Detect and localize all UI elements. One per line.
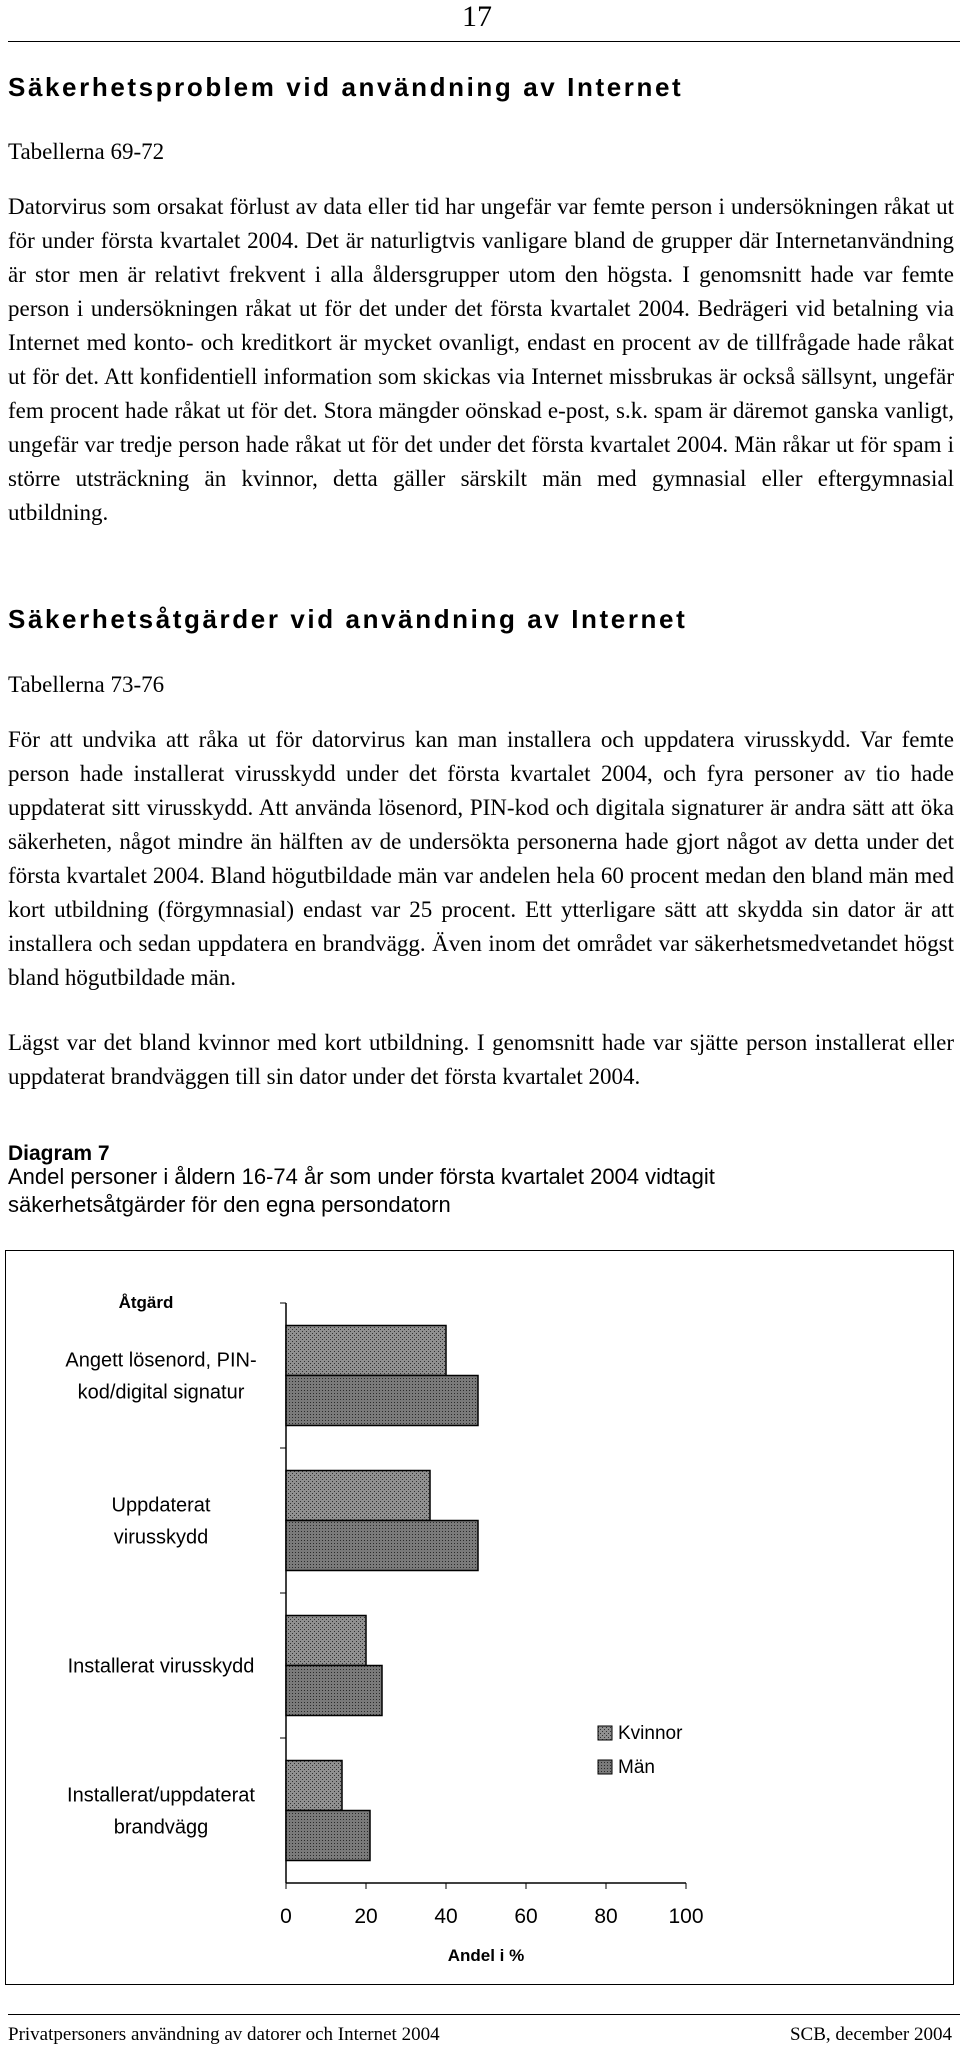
x-tick-label: 100 [668, 1905, 704, 1928]
diagram-subtitle: Andel personer i åldern 16-74 år som under första kvartalet 2004 vidtagit säkerhetsåtgärder för den egna persondatorn [8, 1164, 715, 1217]
category-label: kod/digital signatur [77, 1381, 245, 1404]
legend-label: Män [618, 1757, 655, 1778]
x-tick-label: 20 [354, 1905, 378, 1928]
category-label: virusskydd [113, 1526, 209, 1549]
page-number: 17 [462, 0, 492, 33]
category-label: Installerat/uppdaterat [67, 1784, 255, 1807]
bar-män [286, 1521, 478, 1571]
legend-swatch [598, 1760, 612, 1774]
x-tick-label: 60 [514, 1905, 538, 1928]
paragraph-lowest-firewall: Lägst var det bland kvinnor med kort utbildning. I genomsnitt hade var sjätte person installerat eller uppdaterat brandväggen till sin dator under det första kvartalet 2004. [8, 1030, 954, 1089]
bar-kvinnor [286, 1761, 342, 1811]
chart-frame [5, 1250, 954, 1985]
paragraph-security-problems: Datorvirus som orsakat förlust av data eller tid har ungefär var femte person i undersökningen råkat ut för under första kvartalet 2004. Det är naturligtvis vanligare bland de grupper där Internetanvändning är stor men är relativt frekvent i alla åldersgrupper utom den högsta. I genomsnitt hade var femte person i undersökningen råkat ut för det under det första kvartalet 2004. Bedrägeri vid betalning via Internet med konto- och kreditkort är mycket ovanligt, endast en procent av de tillfrågade hade råkat ut för det. Att konfidentiell information som skickas via Internet missbrukas är också sällsynt, ungefär fem procent hade råkat ut för det. Stora mängder oönskad e-post, s.k. spam är däremot ganska vanligt, ungefär var tredje person hade råkat ut för det under det första kvartalet 2004. Män råkar ut för spam i större utsträckning än kvinnor, detta gäller särskilt män med gymnasial eller eftergymnasial utbildning. [8, 194, 954, 525]
x-tick-label: 40 [434, 1905, 458, 1928]
category-label: brandvägg [113, 1816, 209, 1839]
bar-män [286, 1666, 382, 1716]
bar-kvinnor [286, 1471, 430, 1521]
footer-publisher-date: SCB, december 2004 [789, 2024, 952, 2045]
category-label: Installerat virusskydd [67, 1655, 255, 1678]
category-label: Uppdaterat [111, 1494, 211, 1517]
section-heading-security-measures: Säkerhetsåtgärder vid användning av Internet [8, 604, 688, 634]
bar-män [286, 1811, 370, 1861]
bar-kvinnor [286, 1326, 446, 1376]
top-rule [8, 41, 960, 42]
section-heading-security-problems: Säkerhetsproblem vid användning av Internet [8, 72, 684, 102]
table-reference: Tabellerna 73-76 [8, 672, 165, 697]
legend-swatch [598, 1726, 612, 1740]
bar-män [286, 1376, 478, 1426]
diagram-label: Diagram 7 [8, 1142, 110, 1165]
paragraph-security-measures: För att undvika att råka ut för datorvirus kan man installera och uppdatera virusskydd. Var femte person hade installerat virusskydd under det första kvartalet 2004, och fyra personer av tio hade uppdaterat sitt virusskydd. Att använda lösenord, PIN-kod och digitala signaturer är andra sätt att öka säkerheten, något mindre än hälften av de undersökta personerna hade gjort något av detta under det första kvartalet 2004. Bland högutbildade män var andelen hela 60 procent medan den bland män med kort utbildning (förgymnasial) endast var 25 procent. Ett ytterligare sätt att skydda sin dator är att installera och sedan uppdatera en brandvägg. Även inom det området var säkerhetsmedvetandet högst bland högutbildade män. [8, 727, 954, 990]
bar-kvinnor [286, 1616, 366, 1666]
x-tick-label: 0 [280, 1905, 292, 1928]
footer-publication-title: Privatpersoners användning av datorer och Internet 2004 [8, 2024, 440, 2045]
category-label: Angett lösenord, PIN- [65, 1349, 257, 1372]
footer-rule [8, 2014, 960, 2015]
table-reference: Tabellerna 69-72 [8, 139, 165, 164]
bar-chart [6, 1251, 953, 1984]
x-tick-label: 80 [594, 1905, 618, 1928]
legend-label: Kvinnor [618, 1723, 683, 1744]
category-axis-title: Åtgärd [118, 1293, 174, 1312]
x-axis-label: Andel i % [447, 1946, 525, 1965]
